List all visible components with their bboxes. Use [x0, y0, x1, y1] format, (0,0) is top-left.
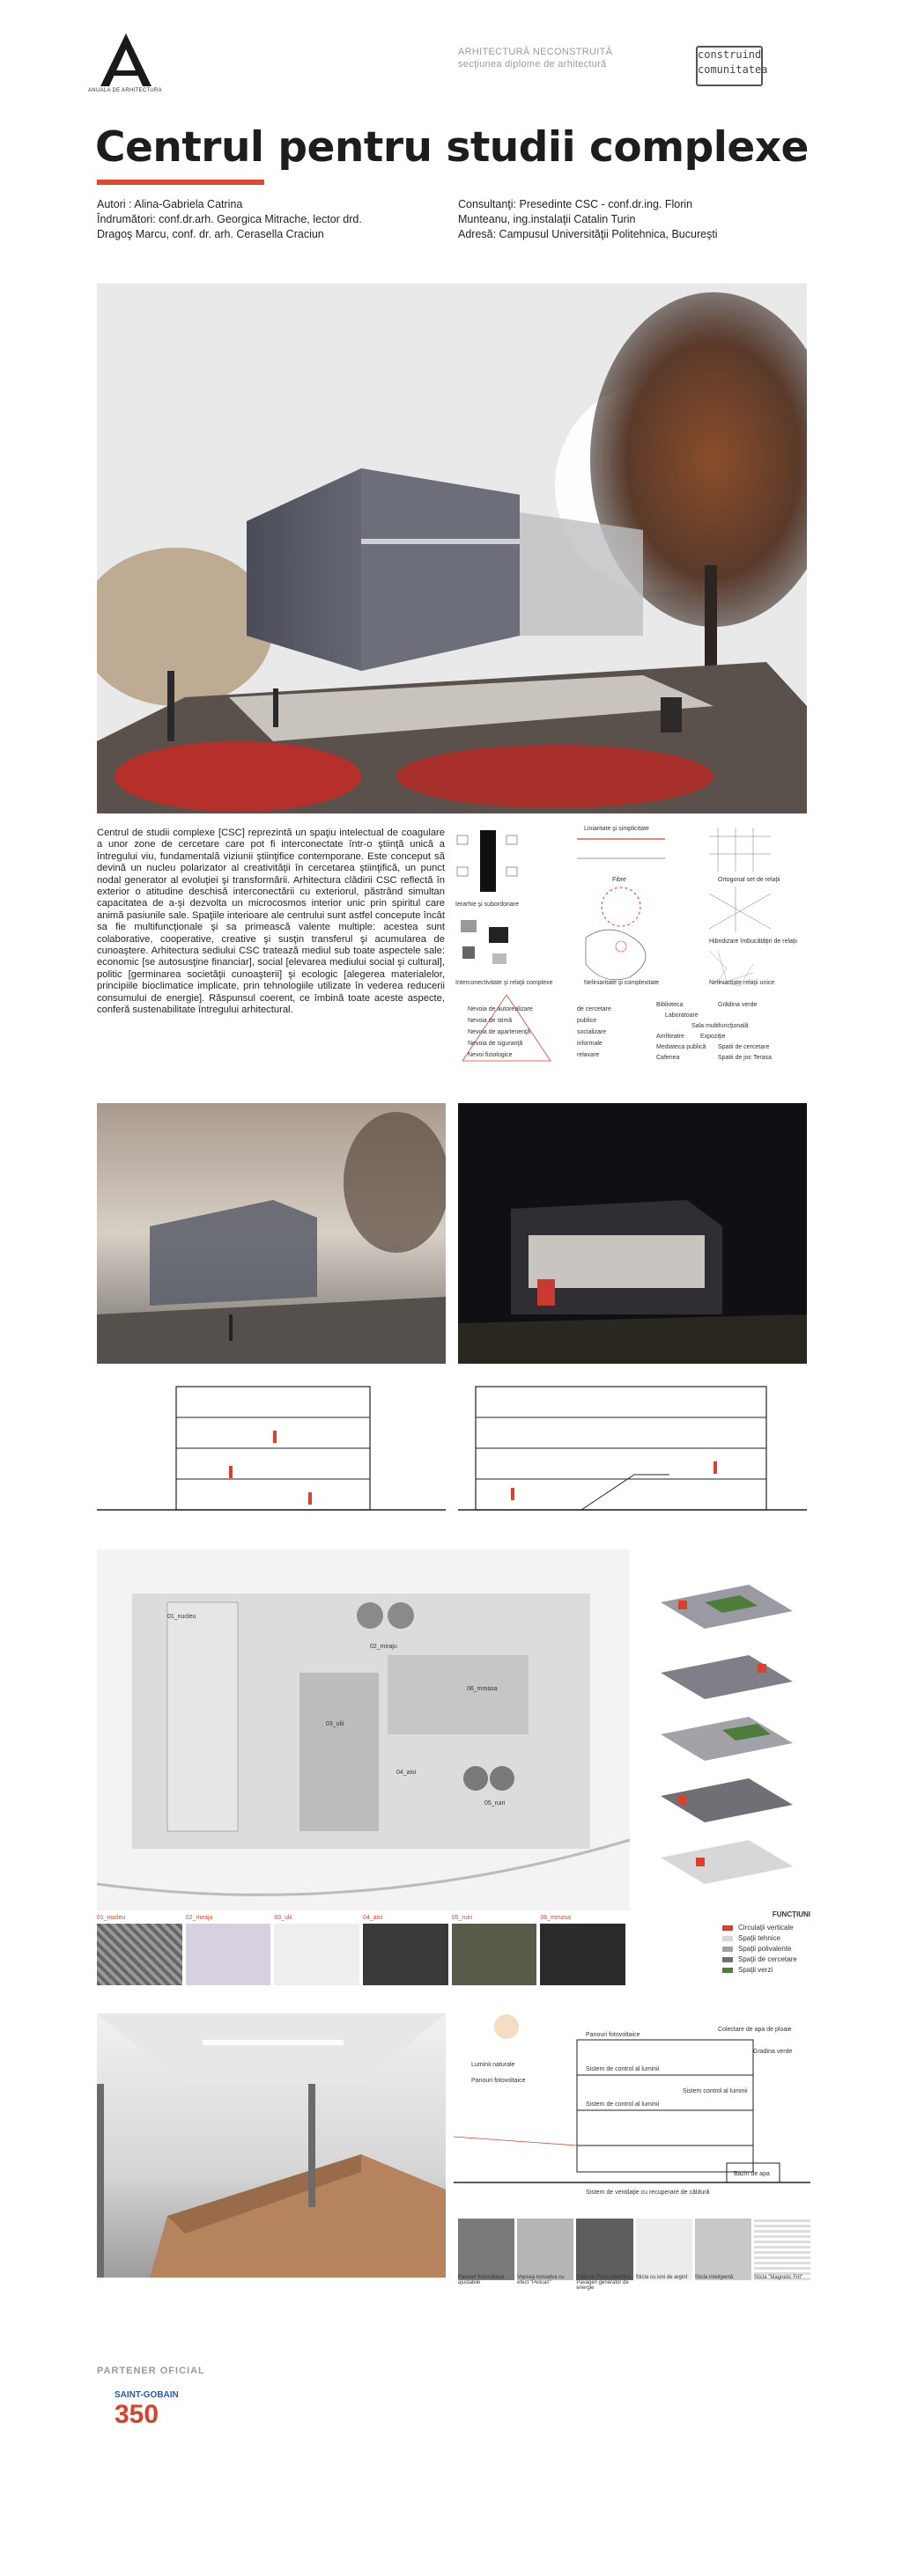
pyramid-level-1: Nevoia de autorealizare: [468, 1006, 533, 1012]
diagram-label-8: Neliniaritate relaţii unice: [709, 980, 775, 986]
diagram-label-2: Liniaritate şi simplicitate: [584, 826, 649, 832]
logo-text: ANUALA DE ARHITECTURA: [88, 88, 162, 93]
material-tile: 05_ruiri: [452, 1924, 537, 1985]
tech-tile: Sticla "Magnetic Frit": [754, 2219, 810, 2280]
svg-text:socializare: socializare: [577, 1029, 607, 1035]
diagram-label-5: Hibridizare îmbucătăţiri de relaţii: [709, 938, 797, 945]
section-tag: [458, 46, 612, 70]
pyramid-level-2: Nevoia de stimă: [468, 1018, 513, 1024]
hybrid-diagram: [709, 887, 771, 932]
material-tile: 06_mmasa: [540, 1924, 625, 1985]
svg-text:Grădina verde: Grădina verde: [718, 1002, 758, 1008]
legend-row: Spaţii de cercetare: [722, 1955, 810, 1963]
legend-row: Spaţii polivalente: [722, 1945, 810, 1953]
render-night-view: [458, 1103, 807, 1364]
material-tile: 01_nucleu: [97, 1924, 182, 1985]
svg-text:Expoziţie: Expoziţie: [700, 1034, 726, 1040]
consultants-line-2: Munteanu, ing.instalaţii Catalin Turin: [458, 213, 636, 225]
svg-text:informale: informale: [577, 1041, 603, 1047]
svg-text:Spatii de cercetare: Spatii de cercetare: [718, 1044, 770, 1050]
legend-row: Spaţii verzi: [722, 1966, 810, 1974]
svg-text:de cercetare: de cercetare: [577, 1006, 611, 1012]
page-title: Centrul pentru studii complexe: [95, 123, 809, 172]
axonometric-floors: [643, 1576, 810, 1910]
plan-label-3: 03_ulii: [326, 1721, 344, 1727]
project-description: Centrul de studii complexe [CSC] reprezintă un spaţiu intelectual de coagulare a unor zone de cercetare care pot fi interconectate într-o ştiinţă unică a întregului viu, fundamentală viziunii ştiinţifice contemporane. Este conceput să devină un nucleu polarizator al creativităţii în cercetarea ştiinţifică, un punct nodal generator al evoluţiei şi transformării. Arhitectura clădirii CSC reflectă în exterior o atitudine deschisă interconectării cu exteriorul, păstrând simultan capacitatea de a-şi dezvolta un microcosmos interior unic prin spiritul care animă pasiunile sale. Spaţiile interioare ale centrului sunt astfel concepute încât sa fie multifuncţionale şi sa primească valente multiple: acestea sunt colaborative, cooperative, creative şi susţin transferul şi acumularea de cunoaştere. Arhitectura sediului CSC tratează mediul sub toate aspectele sale: economic [se autosusţine financiar], social [elevarea mediului social şi cultural], politic [germinarea societăţii cunoaşterii] şi ecologic [alegerea materialelor, principiile bioclimatice implicate, prin tehnologiile utilizate în vederea reducerii consumului de energie]. Răspunsul coerent, ce îmbină toate aceste aspecte, conferă sustenabilitate întregului arhitectural.: [97, 828, 445, 1016]
hierarchy-diagram: [455, 830, 519, 908]
interconnect-diagram: [461, 920, 508, 964]
needs-column-right: [656, 1002, 772, 1061]
consultants-line-1: Consultanţi: Presedinte CSC - conf.dr.ing. Florin: [458, 198, 693, 210]
orthogonal-diagram: [709, 828, 771, 872]
credits-right: [458, 197, 810, 242]
tech-tile: Sticla inteligentă: [695, 2219, 751, 2280]
tech-strip: [458, 2219, 810, 2291]
construind-badge: [696, 46, 768, 86]
saint-gobain-logo: [115, 2390, 220, 2443]
tutors-line-1: Îndrumători: conf.dr.arh. Georgica Mitrache, lector drd.: [97, 213, 362, 225]
address-line: Adresă: Campusul Universităţii Politehnica, Bucureşti: [458, 228, 718, 240]
section-label-1: Panouri fotovoltaice: [586, 2032, 640, 2038]
site-plan: [97, 1549, 630, 1910]
plan-label-5: 05_ruiri: [484, 1800, 506, 1807]
render-interior: [97, 2013, 446, 2278]
tutors-line-2: Dragoş Marcu, conf. dr. arh. Cerasella Craciun: [97, 228, 324, 240]
svg-text:relaxare: relaxare: [577, 1052, 600, 1058]
svg-text:Cafenea: Cafenea: [656, 1055, 680, 1061]
svg-text:Terasa: Terasa: [753, 1055, 773, 1061]
svg-text:Mediateca publică: Mediateca publică: [656, 1044, 706, 1050]
nonlinear-diagram: [586, 930, 646, 980]
function-legend: [722, 1910, 810, 1976]
concept-diagrams: [454, 823, 806, 1092]
pyramid-level-4: Nevoia de siguranţă: [468, 1041, 523, 1047]
section-label-7: Sistem control al luminii: [683, 2088, 748, 2094]
section-label-2: Colectare de apa de ploaie: [718, 2027, 792, 2033]
diagram-label-4: Ortogonal set de relaţii: [718, 877, 780, 883]
diagram-label-1: Ierarhie şi subordonare: [455, 902, 519, 908]
section-label-9: Bazin de apa: [734, 2171, 770, 2177]
authors-line: Autori : Alina-Gabriela Catrina: [97, 198, 243, 210]
plan-label-1: 01_nucleu: [167, 1614, 196, 1620]
svg-text:Sala multifuncţională: Sala multifuncţională: [691, 1023, 749, 1029]
cross-section-2: [458, 1378, 807, 1535]
legend-row: Spaţii tehnice: [722, 1934, 810, 1942]
cross-section-1: [97, 1378, 446, 1535]
plan-label-4: 04_aisi: [396, 1770, 417, 1776]
render-day-view: [97, 1103, 446, 1364]
svg-text:Biblioteca: Biblioteca: [656, 1002, 684, 1008]
material-tile: 04_aisi: [363, 1924, 448, 1985]
svg-text:Spatii de joc: Spatii de joc: [718, 1055, 752, 1061]
badge-line-1: construind: [698, 48, 762, 61]
svg-text:publice: publice: [577, 1018, 597, 1024]
partner-number: 350: [115, 2400, 159, 2429]
badge-line-2: comunitatea: [698, 63, 768, 76]
tech-tile: Vopsea inovativa cu efect "Pelican": [517, 2219, 573, 2280]
tag-line-2: secţiunea diplome de arhitectură: [458, 59, 607, 70]
partner-label: PARTENER OFICIAL: [97, 2366, 205, 2376]
diagram-label-3: Fibre: [612, 877, 626, 883]
section-label-6: Sistem de control al luminii: [586, 2101, 660, 2108]
hero-render: [97, 283, 807, 813]
linearity-diagram: [577, 826, 665, 883]
bioclimatic-section: [454, 2013, 810, 2198]
materials-strip: [97, 1915, 625, 1985]
legend-title: FUNCŢIUNI: [772, 1910, 810, 1918]
credits-left: [97, 197, 467, 242]
material-tile: 03_ulii: [274, 1924, 359, 1985]
tech-tile: Panouri fotovoltaice ajustabile: [458, 2219, 514, 2280]
section-label-3: Gradina verde: [753, 2049, 793, 2055]
plan-label-6: 06_mmasa: [467, 1686, 498, 1692]
section-label-8: Sistem de ventilaţie cu recuperare de căldură: [586, 2190, 710, 2196]
section-label-4: Luminii naturale: [471, 2062, 515, 2068]
section-label-10: Panouri fotovoltaice: [471, 2078, 526, 2084]
tech-tile: Plăci cu Piezo-electrice, Pavagen generator de energie: [576, 2219, 632, 2280]
tag-line-1: ARHITECTURĂ NECONSTRUITĂ: [458, 47, 613, 57]
material-tile: 02_miraju: [186, 1924, 271, 1985]
plan-label-2: 02_miraju: [370, 1644, 397, 1650]
svg-text:Amfiteatre: Amfiteatre: [656, 1034, 684, 1040]
section-label-5: Sistem de control al luminii: [586, 2066, 660, 2072]
diagram-label-7: Neliniaritate şi complexitate: [584, 980, 660, 986]
legend-row: Circulaţii verticale: [722, 1924, 810, 1932]
title-accent-bar: [97, 180, 264, 185]
tech-tile: Sticla cu ioni de argint: [636, 2219, 692, 2280]
partner-name: SAINT-GOBAIN: [115, 2390, 179, 2400]
diagram-label-6: Interconectivitate şi relaţii complexe: [455, 980, 553, 986]
pyramid-level-3: Nevoia de apartenenţă: [468, 1029, 530, 1035]
pyramid-level-5: Nevoi fiziologice: [468, 1052, 513, 1058]
maslow-pyramid: [462, 995, 551, 1061]
svg-text:Laboratoare: Laboratoare: [665, 1012, 699, 1019]
needs-column-mid: [577, 1006, 611, 1058]
